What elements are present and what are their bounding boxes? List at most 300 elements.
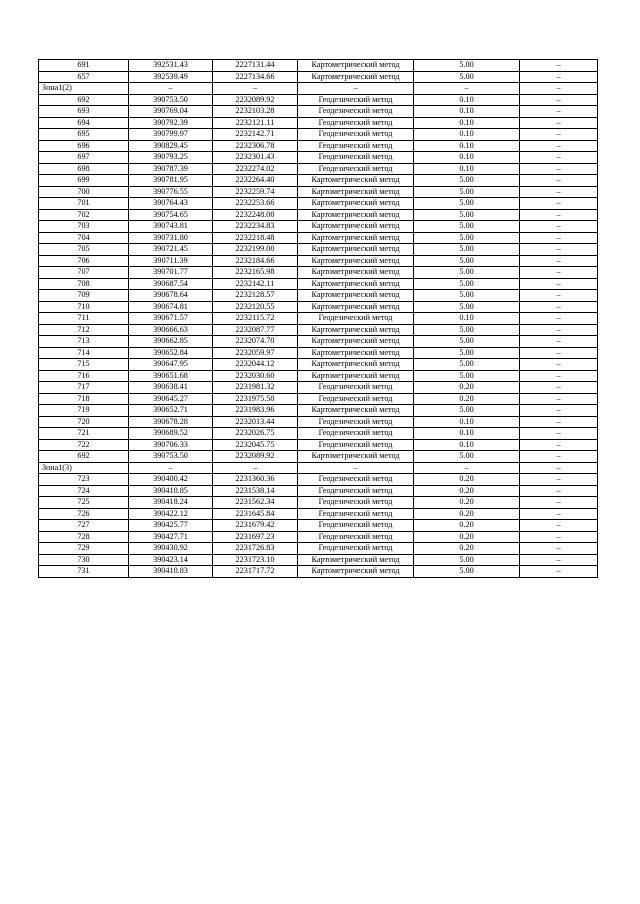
y-coordinate-cell: 2232234.83	[213, 221, 298, 233]
table-row	[39, 301, 598, 313]
table-row	[39, 267, 598, 279]
x-coordinate-cell: –	[129, 83, 213, 95]
table-row	[39, 405, 598, 417]
table-row	[39, 439, 598, 451]
accuracy-cell: 0.20	[414, 520, 520, 532]
method-cell: Геодезический метод	[298, 382, 414, 394]
table-row	[39, 370, 598, 382]
method-cell: Картометрический метод	[298, 186, 414, 198]
point-number-cell: 727	[39, 520, 129, 532]
x-coordinate-cell: 390829.45	[129, 140, 213, 152]
method-cell: Картометрический метод	[298, 347, 414, 359]
y-coordinate-cell: 2232301.43	[213, 152, 298, 164]
x-coordinate-cell: 390645.27	[129, 393, 213, 405]
y-coordinate-cell: 2231723.10	[213, 554, 298, 566]
y-coordinate-cell: 2232218.48	[213, 232, 298, 244]
x-coordinate-cell: 390410.85	[129, 485, 213, 497]
x-coordinate-cell: 390689.52	[129, 428, 213, 440]
note-cell: –	[520, 497, 598, 509]
y-coordinate-cell: 2232013.44	[213, 416, 298, 428]
accuracy-cell: 5.00	[414, 554, 520, 566]
table-row	[39, 71, 598, 83]
y-coordinate-cell: –	[213, 83, 298, 95]
note-cell: –	[520, 428, 598, 440]
table-row	[39, 359, 598, 371]
y-coordinate-cell: 2232184.66	[213, 255, 298, 267]
note-cell: –	[520, 94, 598, 106]
method-cell: Картометрический метод	[298, 566, 414, 578]
method-cell: Геодезический метод	[298, 497, 414, 509]
accuracy-cell: 0.10	[414, 152, 520, 164]
method-cell: Геодезический метод	[298, 508, 414, 520]
accuracy-cell: 5.00	[414, 60, 520, 72]
zone-label-cell: Зона1(3)	[39, 462, 129, 474]
x-coordinate-cell: 390666.63	[129, 324, 213, 336]
table-row	[39, 416, 598, 428]
y-coordinate-cell: –	[213, 462, 298, 474]
y-coordinate-cell: 2231983.96	[213, 405, 298, 417]
point-number-cell: 693	[39, 106, 129, 118]
accuracy-cell: 0.20	[414, 497, 520, 509]
note-cell: –	[520, 416, 598, 428]
point-number-cell: 731	[39, 566, 129, 578]
accuracy-cell: –	[414, 83, 520, 95]
method-cell: Картометрический метод	[298, 221, 414, 233]
y-coordinate-cell: 2232199.00	[213, 244, 298, 256]
accuracy-cell: 5.00	[414, 232, 520, 244]
point-number-cell: 692	[39, 451, 129, 463]
point-number-cell: 729	[39, 543, 129, 555]
point-number-cell: 699	[39, 175, 129, 187]
accuracy-cell: 0.10	[414, 313, 520, 325]
y-coordinate-cell: 2232248.00	[213, 209, 298, 221]
point-number-cell: 721	[39, 428, 129, 440]
method-cell: Картометрический метод	[298, 324, 414, 336]
point-number-cell: 704	[39, 232, 129, 244]
table-row	[39, 94, 598, 106]
accuracy-cell: 0.20	[414, 485, 520, 497]
table-row	[39, 255, 598, 267]
table-row	[39, 336, 598, 348]
point-number-cell: 695	[39, 129, 129, 141]
note-cell: –	[520, 175, 598, 187]
table-row	[39, 232, 598, 244]
method-cell: Картометрический метод	[298, 336, 414, 348]
table-row	[39, 209, 598, 221]
coordinates-table-body	[39, 60, 598, 578]
y-coordinate-cell: 2232115.72	[213, 313, 298, 325]
table-row	[39, 106, 598, 118]
method-cell: Картометрический метод	[298, 60, 414, 72]
y-coordinate-cell: 2231717.72	[213, 566, 298, 578]
table-row	[39, 382, 598, 394]
point-number-cell: 719	[39, 405, 129, 417]
x-coordinate-cell: 390753.50	[129, 451, 213, 463]
note-cell: –	[520, 405, 598, 417]
method-cell: Картометрический метод	[298, 244, 414, 256]
y-coordinate-cell: 2227131.44	[213, 60, 298, 72]
y-coordinate-cell: 2232103.28	[213, 106, 298, 118]
table-row	[39, 543, 598, 555]
method-cell: Картометрический метод	[298, 255, 414, 267]
accuracy-cell: 5.00	[414, 209, 520, 221]
point-number-cell: 714	[39, 347, 129, 359]
note-cell: –	[520, 163, 598, 175]
note-cell: –	[520, 393, 598, 405]
point-number-cell: 722	[39, 439, 129, 451]
method-cell: Геодезический метод	[298, 393, 414, 405]
accuracy-cell: 0.10	[414, 428, 520, 440]
accuracy-cell: 5.00	[414, 301, 520, 313]
method-cell: Картометрический метод	[298, 451, 414, 463]
y-coordinate-cell: 2231726.83	[213, 543, 298, 555]
y-coordinate-cell: 2232059.97	[213, 347, 298, 359]
note-cell: –	[520, 347, 598, 359]
method-cell: Геодезический метод	[298, 543, 414, 555]
note-cell: –	[520, 209, 598, 221]
method-cell: Картометрический метод	[298, 278, 414, 290]
point-number-cell: 726	[39, 508, 129, 520]
y-coordinate-cell: 2232253.66	[213, 198, 298, 210]
zone-header-row	[39, 83, 598, 95]
y-coordinate-cell: 2231975.50	[213, 393, 298, 405]
y-coordinate-cell: 2232026.75	[213, 428, 298, 440]
note-cell: –	[520, 221, 598, 233]
x-coordinate-cell: 390799.97	[129, 129, 213, 141]
table-row	[39, 485, 598, 497]
accuracy-cell: 0.10	[414, 163, 520, 175]
x-coordinate-cell: –	[129, 462, 213, 474]
x-coordinate-cell: 390418.24	[129, 497, 213, 509]
method-cell: Геодезический метод	[298, 520, 414, 532]
point-number-cell: 696	[39, 140, 129, 152]
method-cell: Геодезический метод	[298, 152, 414, 164]
table-row	[39, 313, 598, 325]
accuracy-cell: 0.10	[414, 439, 520, 451]
x-coordinate-cell: 390652.71	[129, 405, 213, 417]
y-coordinate-cell: 2232259.74	[213, 186, 298, 198]
table-row	[39, 140, 598, 152]
table-row	[39, 221, 598, 233]
accuracy-cell: 0.20	[414, 474, 520, 486]
method-cell: Геодезический метод	[298, 428, 414, 440]
accuracy-cell: 5.00	[414, 324, 520, 336]
y-coordinate-cell: 2232030.60	[213, 370, 298, 382]
method-cell: Картометрический метод	[298, 267, 414, 279]
note-cell: –	[520, 359, 598, 371]
y-coordinate-cell: 2232087.77	[213, 324, 298, 336]
note-cell: –	[520, 140, 598, 152]
table-row	[39, 129, 598, 141]
x-coordinate-cell: 390731.80	[129, 232, 213, 244]
y-coordinate-cell: 2232120.55	[213, 301, 298, 313]
method-cell: Геодезический метод	[298, 531, 414, 543]
x-coordinate-cell: 390754.65	[129, 209, 213, 221]
point-number-cell: 706	[39, 255, 129, 267]
y-coordinate-cell: 2232044.12	[213, 359, 298, 371]
point-number-cell: 657	[39, 71, 129, 83]
point-number-cell: 730	[39, 554, 129, 566]
point-number-cell: 701	[39, 198, 129, 210]
coordinates-table	[38, 59, 598, 578]
x-coordinate-cell: 390652.84	[129, 347, 213, 359]
note-cell: –	[520, 117, 598, 129]
y-coordinate-cell: 2232264.40	[213, 175, 298, 187]
table-row	[39, 186, 598, 198]
table-row	[39, 198, 598, 210]
point-number-cell: 728	[39, 531, 129, 543]
x-coordinate-cell: 392531.43	[129, 60, 213, 72]
point-number-cell: 691	[39, 60, 129, 72]
note-cell: –	[520, 462, 598, 474]
accuracy-cell: 5.00	[414, 405, 520, 417]
point-number-cell: 707	[39, 267, 129, 279]
accuracy-cell: 5.00	[414, 359, 520, 371]
x-coordinate-cell: 390425.77	[129, 520, 213, 532]
point-number-cell: 718	[39, 393, 129, 405]
y-coordinate-cell: 2232128.57	[213, 290, 298, 302]
y-coordinate-cell: 2231360.36	[213, 474, 298, 486]
table-row	[39, 428, 598, 440]
x-coordinate-cell: 390427.71	[129, 531, 213, 543]
method-cell: Геодезический метод	[298, 117, 414, 129]
table-row	[39, 175, 598, 187]
y-coordinate-cell: 2232165.98	[213, 267, 298, 279]
table-row	[39, 290, 598, 302]
note-cell: –	[520, 520, 598, 532]
table-row	[39, 566, 598, 578]
x-coordinate-cell: 390687.54	[129, 278, 213, 290]
note-cell: –	[520, 554, 598, 566]
accuracy-cell: 0.20	[414, 531, 520, 543]
point-number-cell: 703	[39, 221, 129, 233]
method-cell: Картометрический метод	[298, 198, 414, 210]
y-coordinate-cell: 2232142.11	[213, 278, 298, 290]
note-cell: –	[520, 255, 598, 267]
accuracy-cell: 0.10	[414, 129, 520, 141]
accuracy-cell: 0.10	[414, 94, 520, 106]
point-number-cell: 697	[39, 152, 129, 164]
accuracy-cell: 0.20	[414, 543, 520, 555]
method-cell: –	[298, 83, 414, 95]
method-cell: Картометрический метод	[298, 370, 414, 382]
method-cell: Геодезический метод	[298, 439, 414, 451]
y-coordinate-cell: 2232306.78	[213, 140, 298, 152]
accuracy-cell: 0.20	[414, 393, 520, 405]
accuracy-cell: 5.00	[414, 336, 520, 348]
accuracy-cell: 5.00	[414, 347, 520, 359]
y-coordinate-cell: 2232045.75	[213, 439, 298, 451]
method-cell: Картометрический метод	[298, 290, 414, 302]
x-coordinate-cell: 390769.04	[129, 106, 213, 118]
note-cell: –	[520, 485, 598, 497]
y-coordinate-cell: 2232089.92	[213, 94, 298, 106]
accuracy-cell: 5.00	[414, 71, 520, 83]
note-cell: –	[520, 244, 598, 256]
accuracy-cell: 5.00	[414, 255, 520, 267]
accuracy-cell: 0.20	[414, 382, 520, 394]
note-cell: –	[520, 474, 598, 486]
point-number-cell: 700	[39, 186, 129, 198]
accuracy-cell: 5.00	[414, 221, 520, 233]
method-cell: Геодезический метод	[298, 474, 414, 486]
accuracy-cell: 5.00	[414, 278, 520, 290]
point-number-cell: 698	[39, 163, 129, 175]
note-cell: –	[520, 186, 598, 198]
accuracy-cell: 0.20	[414, 508, 520, 520]
x-coordinate-cell: 390400.42	[129, 474, 213, 486]
zone-header-row	[39, 462, 598, 474]
method-cell: Геодезический метод	[298, 313, 414, 325]
note-cell: –	[520, 278, 598, 290]
note-cell: –	[520, 152, 598, 164]
point-number-cell: 710	[39, 301, 129, 313]
x-coordinate-cell: 390781.95	[129, 175, 213, 187]
method-cell: Картометрический метод	[298, 71, 414, 83]
table-row	[39, 393, 598, 405]
accuracy-cell: 5.00	[414, 267, 520, 279]
x-coordinate-cell: 390792.39	[129, 117, 213, 129]
accuracy-cell: 0.10	[414, 117, 520, 129]
method-cell: Геодезический метод	[298, 140, 414, 152]
x-coordinate-cell: 390711.39	[129, 255, 213, 267]
zone-label-cell: Зона1(2)	[39, 83, 129, 95]
table-row	[39, 451, 598, 463]
accuracy-cell: 5.00	[414, 566, 520, 578]
point-number-cell: 712	[39, 324, 129, 336]
note-cell: –	[520, 301, 598, 313]
x-coordinate-cell: 390674.81	[129, 301, 213, 313]
table-row	[39, 531, 598, 543]
point-number-cell: 708	[39, 278, 129, 290]
y-coordinate-cell: 2232074.70	[213, 336, 298, 348]
table-row	[39, 278, 598, 290]
accuracy-cell: –	[414, 462, 520, 474]
table-row	[39, 508, 598, 520]
accuracy-cell: 0.10	[414, 140, 520, 152]
note-cell: –	[520, 382, 598, 394]
note-cell: –	[520, 451, 598, 463]
note-cell: –	[520, 336, 598, 348]
accuracy-cell: 5.00	[414, 451, 520, 463]
point-number-cell: 725	[39, 497, 129, 509]
method-cell: Картометрический метод	[298, 405, 414, 417]
note-cell: –	[520, 313, 598, 325]
note-cell: –	[520, 531, 598, 543]
y-coordinate-cell: 2231697.23	[213, 531, 298, 543]
method-cell: Картометрический метод	[298, 359, 414, 371]
table-row	[39, 244, 598, 256]
table-row	[39, 554, 598, 566]
point-number-cell: 709	[39, 290, 129, 302]
method-cell: Геодезический метод	[298, 106, 414, 118]
note-cell: –	[520, 324, 598, 336]
method-cell: Картометрический метод	[298, 209, 414, 221]
y-coordinate-cell: 2232274.02	[213, 163, 298, 175]
accuracy-cell: 5.00	[414, 370, 520, 382]
point-number-cell: 702	[39, 209, 129, 221]
x-coordinate-cell: 390793.25	[129, 152, 213, 164]
table-row	[39, 152, 598, 164]
accuracy-cell: 5.00	[414, 244, 520, 256]
note-cell: –	[520, 71, 598, 83]
method-cell: Картометрический метод	[298, 175, 414, 187]
x-coordinate-cell: 390651.68	[129, 370, 213, 382]
y-coordinate-cell: 2231538.14	[213, 485, 298, 497]
x-coordinate-cell: 390422.12	[129, 508, 213, 520]
method-cell: Картометрический метод	[298, 554, 414, 566]
y-coordinate-cell: 2232142.71	[213, 129, 298, 141]
method-cell: –	[298, 462, 414, 474]
note-cell: –	[520, 106, 598, 118]
accuracy-cell: 0.10	[414, 416, 520, 428]
y-coordinate-cell: 2231645.84	[213, 508, 298, 520]
point-number-cell: 717	[39, 382, 129, 394]
table-row	[39, 163, 598, 175]
x-coordinate-cell: 390721.45	[129, 244, 213, 256]
accuracy-cell: 0.10	[414, 106, 520, 118]
y-coordinate-cell: 2232089.92	[213, 451, 298, 463]
method-cell: Геодезический метод	[298, 129, 414, 141]
y-coordinate-cell: 2232121.11	[213, 117, 298, 129]
x-coordinate-cell: 390743.81	[129, 221, 213, 233]
y-coordinate-cell: 2231562.34	[213, 497, 298, 509]
point-number-cell: 724	[39, 485, 129, 497]
method-cell: Картометрический метод	[298, 301, 414, 313]
table-row	[39, 60, 598, 72]
x-coordinate-cell: 390671.57	[129, 313, 213, 325]
method-cell: Геодезический метод	[298, 485, 414, 497]
x-coordinate-cell: 390410.83	[129, 566, 213, 578]
note-cell: –	[520, 232, 598, 244]
y-coordinate-cell: 2231981.32	[213, 382, 298, 394]
point-number-cell: 694	[39, 117, 129, 129]
note-cell: –	[520, 566, 598, 578]
x-coordinate-cell: 390423.14	[129, 554, 213, 566]
note-cell: –	[520, 198, 598, 210]
x-coordinate-cell: 390678.28	[129, 416, 213, 428]
x-coordinate-cell: 390787.39	[129, 163, 213, 175]
method-cell: Геодезический метод	[298, 416, 414, 428]
point-number-cell: 711	[39, 313, 129, 325]
x-coordinate-cell: 390638.41	[129, 382, 213, 394]
x-coordinate-cell: 390764.43	[129, 198, 213, 210]
note-cell: –	[520, 439, 598, 451]
table-row	[39, 324, 598, 336]
accuracy-cell: 5.00	[414, 198, 520, 210]
x-coordinate-cell: 390647.95	[129, 359, 213, 371]
x-coordinate-cell: 390706.33	[129, 439, 213, 451]
note-cell: –	[520, 508, 598, 520]
note-cell: –	[520, 290, 598, 302]
method-cell: Картометрический метод	[298, 232, 414, 244]
method-cell: Геодезический метод	[298, 94, 414, 106]
x-coordinate-cell: 390753.50	[129, 94, 213, 106]
note-cell: –	[520, 543, 598, 555]
x-coordinate-cell: 390430.92	[129, 543, 213, 555]
point-number-cell: 692	[39, 94, 129, 106]
point-number-cell: 716	[39, 370, 129, 382]
method-cell: Геодезический метод	[298, 163, 414, 175]
y-coordinate-cell: 2231679.42	[213, 520, 298, 532]
point-number-cell: 723	[39, 474, 129, 486]
point-number-cell: 713	[39, 336, 129, 348]
point-number-cell: 705	[39, 244, 129, 256]
x-coordinate-cell: 392539.49	[129, 71, 213, 83]
x-coordinate-cell: 390662.85	[129, 336, 213, 348]
x-coordinate-cell: 390776.55	[129, 186, 213, 198]
y-coordinate-cell: 2227134.66	[213, 71, 298, 83]
